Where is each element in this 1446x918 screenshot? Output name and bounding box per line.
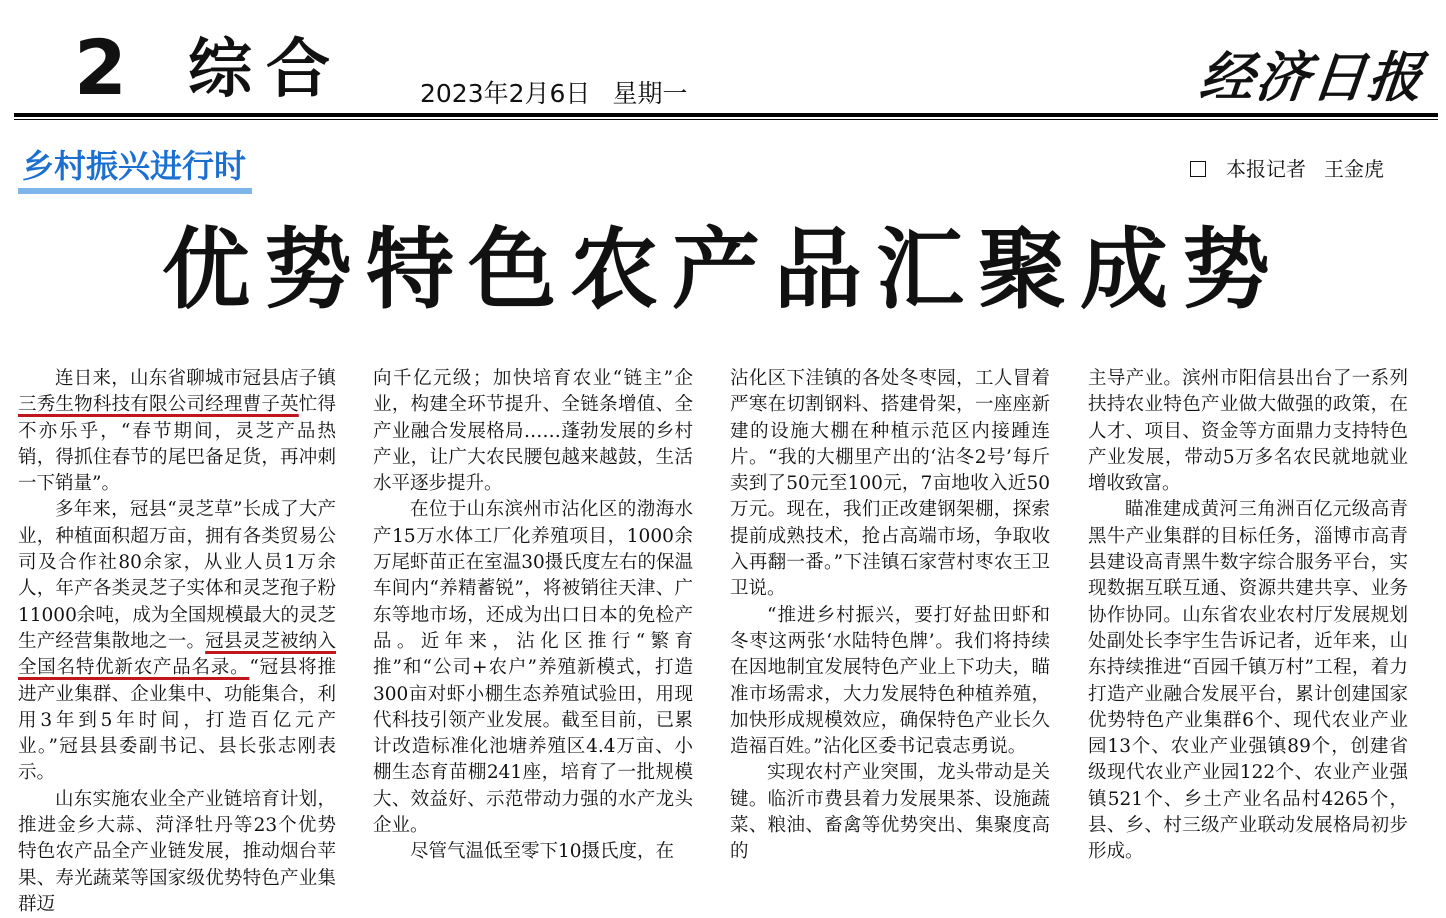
paragraph: 沾化区下洼镇的各处冬枣园，工人冒着严寒在切割钢料、搭建骨架，一座座新建的设施大棚在种植示范区内接踵连片。“我的大棚里产出的‘沾冬2号’每斤卖到了50元至100元，7亩地收入近50万元。现在，我们正改建钢架棚，探索提前成熟技术，抢占高端市场，争取收入再翻一番。”下洼镇石家营村枣农王卫卫说。 xyxy=(730,368,1050,600)
text-run: 忙得不亦乐乎，“春节期间，灵芝产品热销，得抓住春节的尾巴备足货，再冲刺一下销量”。 xyxy=(18,394,336,495)
underlined-text: 冠县灵芝被纳入全国名特优新农产品名录。 xyxy=(18,630,336,679)
paragraph: 尽管气温低至零下10摄氏度，在 xyxy=(410,841,675,863)
paragraph: 向千亿元级；加快培育农业“链主”企业，构建全环节提升、全链条增值、全产业融合发展格局……蓬勃发展的乡村产业，让广大农民腰包越来越鼓，生活水平逐步提升。 xyxy=(373,368,693,495)
article-column-2 xyxy=(373,366,693,863)
byline-role: 本报记者 xyxy=(1226,157,1306,181)
headline: 优势特色农产品汇聚成势 xyxy=(161,218,1284,321)
paragraph: 实现农村产业突围，龙头带动是关键。临沂市费县着力发展果茶、设施蔬菜、粮油、畜禽等优势突出、集聚度高的 xyxy=(730,762,1050,863)
paragraph: “推进乡村振兴，要打好盐田虾和冬枣这两张‘水陆特色牌’。我们将持续在因地制宜发展特色产业上下功夫，瞄准市场需求，大力发展特色种植养殖，加快形成规模效应，确保特色产业长久造福百姓。”沾化区委书记袁志勇说。 xyxy=(730,604,1050,758)
paragraph: 主导产业。滨州市阳信县出台了一系列扶持农业特色产业做大做强的政策，在人才、项目、资金等方面鼎力支持特色产业发展，带动5万多名农民就地就业增收致富。 xyxy=(1088,368,1408,495)
masthead-rule-thick xyxy=(14,113,1438,117)
byline-author: 王金虎 xyxy=(1324,157,1384,181)
paragraph xyxy=(18,366,336,497)
issue-date: 2023年2月6日 xyxy=(420,79,591,108)
newspaper-logo: 经济日报 xyxy=(1196,45,1428,109)
square-icon xyxy=(1190,161,1206,177)
underlined-text: 三秀生物科技有限公司经理曹子英 xyxy=(18,394,299,416)
text-run: “冠县将推进产业集群、企业集中、功能集合，利用3年到5年时间，打造百亿元产业。”冠县县委副书记、县长张志刚表示。 xyxy=(18,657,336,784)
masthead xyxy=(0,0,1446,118)
column-label: 乡村振兴进行时 xyxy=(18,146,252,194)
paragraph: 在位于山东滨州市沾化区的渤海水产15万水体工厂化养殖项目，1000余万尾虾苗正在室温30摄氏度左右的保温车间内“养精蓄锐”，将被销往天津、广东等地市场，还成为出口日本的免检产品。近年来，沾化区推行“繁育推”和“公司+农户”养殖新模式，打造300亩对虾小棚生态养殖试验田，用现代科技引领产业发展。截至目前，已累计改造标准化池塘养殖区4.4万亩、小棚生态育苗棚241座，培育了一批规模大、效益好、示范带动力强的水产龙头企业。 xyxy=(373,499,693,837)
article-column-1 xyxy=(18,366,336,915)
paragraph xyxy=(18,497,336,786)
text-run: 连日来，山东省聊城市冠县店子镇 xyxy=(55,368,336,389)
paragraph: 瞄准建成黄河三角洲百亿元级高青黑牛产业集群的目标任务，淄博市高青县建设高青黑牛数字综合服务平台，实现数据互联互通、资源共建共享、业务协作协同。山东省农业农村厅发展规划处副处长李宇生告诉记者，近年来，山东持续推进“百园千镇万村”工程，着力打造产业融合发展平台，累计创建国家优势特色产业集群6个、现代农业产业园13个、农业产业强镇89个，创建省级现代农业产业园122个、农业产业强镇521个、乡土产业名品村4265个，县、乡、村三级产业联动发展格局初步形成。 xyxy=(1088,499,1408,863)
article-column-3 xyxy=(730,366,1050,863)
section-title: 综合 xyxy=(188,33,344,107)
byline xyxy=(1190,156,1384,182)
text-run: 多年来，冠县“灵芝草”长成了大产业，种植面积超万亩，拥有各类贸易公司及合作社80余家，从业人员1万余人，年产各类灵芝子实体和灵芝孢子粉11000余吨，成为全国规模最大的灵芝生产经营集散地之一。 xyxy=(18,499,336,652)
dateline xyxy=(420,80,687,108)
page-number: 2 xyxy=(74,23,127,112)
paragraph: 山东实施农业全产业链培育计划，推进金乡大蒜、菏泽牡丹等23个优势特色农产品全产业链发展，推动烟台苹果、寿光蔬菜等国家级优势特色产业集群迈 xyxy=(18,788,336,915)
article-column-4 xyxy=(1088,366,1408,863)
issue-weekday: 星期一 xyxy=(612,79,688,108)
masthead-rule-thin xyxy=(14,119,1438,120)
